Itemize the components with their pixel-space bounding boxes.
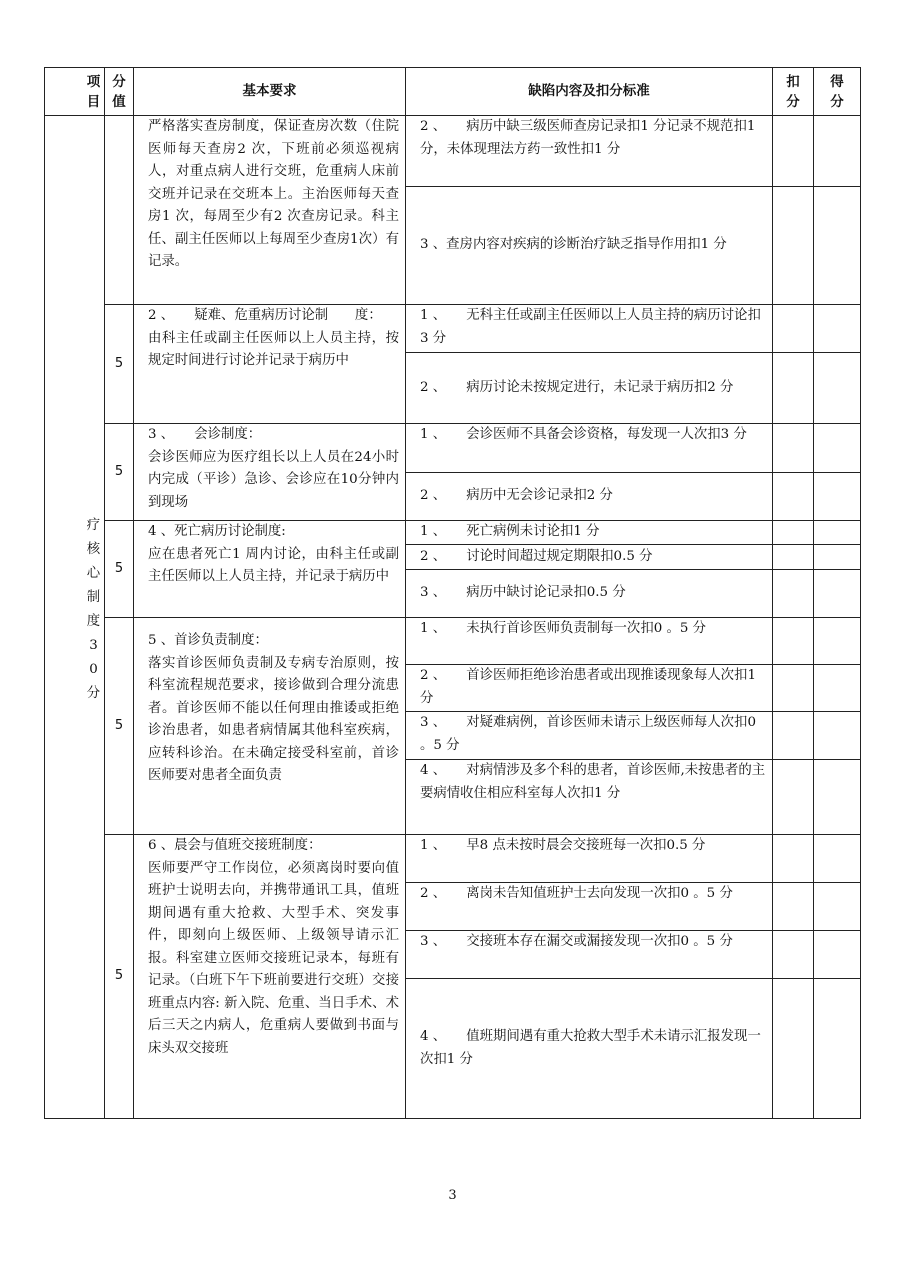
deduction-item — [406, 187, 773, 305]
header-project-text: 项目 — [86, 73, 101, 110]
deduction-text: 1 、 死亡病例未讨论扣1 分 — [420, 524, 600, 540]
deduction-item — [406, 931, 773, 979]
deduction-item — [406, 424, 773, 473]
deduction-text: 1 、 会诊医师不具备会诊资格，每发现一人次扣3 分 — [420, 427, 747, 442]
deduction-item — [406, 979, 773, 1119]
score-cell[interactable] — [814, 521, 861, 545]
deduct-cell[interactable] — [773, 116, 814, 187]
deduction-item — [406, 570, 773, 618]
requirement-text: 2 、 疑难、危重病历讨论制 度： 由科主任或副主任医师以上人员主持，按规定时间进行讨论并记录于病历中 — [148, 308, 399, 368]
deduct-cell[interactable] — [773, 521, 814, 545]
score-cell[interactable] — [814, 712, 861, 760]
score-cell[interactable] — [814, 760, 861, 835]
requirement-text: 4 、死亡病历讨论制度: 应在患者死亡1 周内讨论，由科主任或副主任医师以上人员主持，并记录于病历中 — [148, 524, 399, 584]
deduct-cell[interactable] — [773, 665, 814, 712]
deduction-item — [406, 760, 773, 835]
deduct-cell[interactable] — [773, 570, 814, 618]
deduct-cell[interactable] — [773, 835, 814, 883]
deduction-text: 3 、 对疑难病例，首诊医师未请示上级医师每人次扣0 。5 分 — [420, 715, 761, 753]
deduct-cell[interactable] — [773, 979, 814, 1119]
deduction-text: 4 、 值班期间遇有重大抢救大型手术未请示汇报发现一次扣1 分 — [420, 1029, 761, 1067]
section-requirement — [134, 116, 406, 305]
score-cell[interactable] — [814, 473, 861, 521]
section-value: 5 — [105, 618, 134, 835]
header-deduction: 缺陷内容及扣分标准 — [406, 68, 773, 116]
section-value: 5 — [105, 521, 134, 618]
deduct-cell[interactable] — [773, 760, 814, 835]
requirement-text: 5 、首诊负责制度： 落实首诊医师负责制及专病专治原则，按科室流程规范要求，接诊做到合理分流患者。首诊医师不能以任何理由推诿或拒绝诊治患者，如患者病情属其他科室疾病，应转科诊治。在未确定接受科室前，首诊医师要对患者全面负责 — [148, 633, 399, 783]
header-basic: 基本要求 — [134, 68, 406, 116]
deduction-text: 2 、 病历中无会诊记录扣2 分 — [420, 488, 613, 504]
requirement-text: 3 、 会诊制度： 会诊医师应为医疗组长以上人员在24小时内完成（平诊）急诊、会诊应在10分钟内到现场 — [148, 427, 399, 510]
header-minus-text: 扣分 — [786, 73, 800, 110]
deduction-text: 1 、 无科主任或副主任医师以上人员主持的病历讨论扣3 分 — [420, 308, 761, 346]
deduction-text: 2 、 离岗未告知值班护士去向发现一次扣0 。5 分 — [420, 886, 733, 901]
deduction-text: 2 、 病历中缺三级医师查房记录扣1 分记录不规范扣1 分，未体现理法方药一致性扣1 分 — [420, 119, 760, 157]
score-cell[interactable] — [814, 545, 861, 570]
deduction-item — [406, 883, 773, 931]
requirement-text: 6 、晨会与值班交接班制度： 医师要严守工作岗位，必须离岗时要向值班护士说明去向，并携带通讯工具，值班期间遇有重大抢救、大型手术、突发事件，即刻向上级医师、上级领导请示汇报。科室建立医师交接班记录本，每班有记录。（白班下午下班前要进行交班）交接班重点内容: 新入院、危重、当日手术、术后三天之内病人，危重病人要做到书面与床头双交接班 — [148, 838, 399, 1056]
score-cell[interactable] — [814, 116, 861, 187]
section-requirement — [134, 305, 406, 424]
deduction-text: 3 、 交接班本存在漏交或漏接发现一次扣0 。5 分 — [420, 934, 733, 949]
score-cell[interactable] — [814, 618, 861, 665]
requirement-text: 严格落实查房制度，保证查房次数（住院医师每天查房2 次，下班前必须巡视病人，对重点病人进行交班，危重病人床前交班并记录在交班本上。主治医师每天查房1 次，每周至少有2 次查房记录。科主任、副主任医师以上每周至少查房1次）有记录。 — [148, 119, 399, 269]
section-value — [105, 116, 134, 305]
section-value: 5 — [105, 835, 134, 1119]
deduction-item — [406, 353, 773, 424]
score-cell[interactable] — [814, 353, 861, 424]
deduction-text: 1 、 早8 点未按时晨会交接班每一次扣0.5 分 — [420, 838, 706, 853]
deduction-text: 4 、 对病情涉及多个科的患者，首诊医师,未按患者的主要病情收住相应科室每人次扣1 分 — [420, 763, 766, 801]
header-score-text: 得分 — [830, 73, 844, 110]
deduction-text: 2 、 讨论时间超过规定期限扣0.5 分 — [420, 548, 653, 564]
deduct-cell[interactable] — [773, 424, 814, 473]
score-cell[interactable] — [814, 979, 861, 1119]
deduction-item — [406, 712, 773, 760]
deduction-item — [406, 665, 773, 712]
score-cell[interactable] — [814, 187, 861, 305]
deduction-text: 3 、 病历中缺讨论记录扣0.5 分 — [420, 585, 626, 601]
score-cell[interactable] — [814, 883, 861, 931]
deduct-cell[interactable] — [773, 353, 814, 424]
deduction-item — [406, 116, 773, 187]
deduction-item — [406, 545, 773, 570]
scoring-table — [44, 67, 861, 1119]
deduction-text: 3 、查房内容对疾病的诊断治疗缺乏指导作用扣1 分 — [420, 237, 727, 253]
project-cell — [45, 116, 105, 1119]
deduction-text: 1 、 未执行首诊医师负责制每一次扣0 。5 分 — [420, 621, 707, 636]
score-cell[interactable] — [814, 665, 861, 712]
section-value: 5 — [105, 305, 134, 424]
deduction-item — [406, 473, 773, 521]
deduct-cell[interactable] — [773, 545, 814, 570]
section-requirement — [134, 835, 406, 1119]
section-requirement — [134, 521, 406, 618]
header-value-text: 分值 — [112, 73, 126, 110]
header-value — [105, 68, 134, 116]
score-cell[interactable] — [814, 305, 861, 353]
header-project — [45, 68, 105, 116]
score-cell[interactable] — [814, 931, 861, 979]
deduction-text: 2 、 首诊医师拒绝诊治患者或出现推诿现象每人次扣1 分 — [420, 668, 761, 706]
header-score — [814, 68, 861, 116]
deduct-cell[interactable] — [773, 618, 814, 665]
deduction-item — [406, 835, 773, 883]
deduction-item — [406, 521, 773, 545]
section-requirement — [134, 618, 406, 835]
deduction-item — [406, 618, 773, 665]
deduct-cell[interactable] — [773, 883, 814, 931]
deduct-cell[interactable] — [773, 712, 814, 760]
deduction-text: 2 、 病历讨论未按规定进行，未记录于病历扣2 分 — [420, 379, 734, 395]
score-cell[interactable] — [814, 835, 861, 883]
page-number: 3 — [448, 1188, 457, 1203]
deduct-cell[interactable] — [773, 305, 814, 353]
deduction-item — [406, 305, 773, 353]
project-label: 疗核心制度30分 — [86, 518, 101, 701]
section-value: 5 — [105, 424, 134, 521]
section-requirement — [134, 424, 406, 521]
deduct-cell[interactable] — [773, 187, 814, 305]
header-row — [45, 68, 861, 116]
header-minus — [773, 68, 814, 116]
deduct-cell[interactable] — [773, 473, 814, 521]
deduct-cell[interactable] — [773, 931, 814, 979]
score-cell[interactable] — [814, 570, 861, 618]
score-cell[interactable] — [814, 424, 861, 473]
